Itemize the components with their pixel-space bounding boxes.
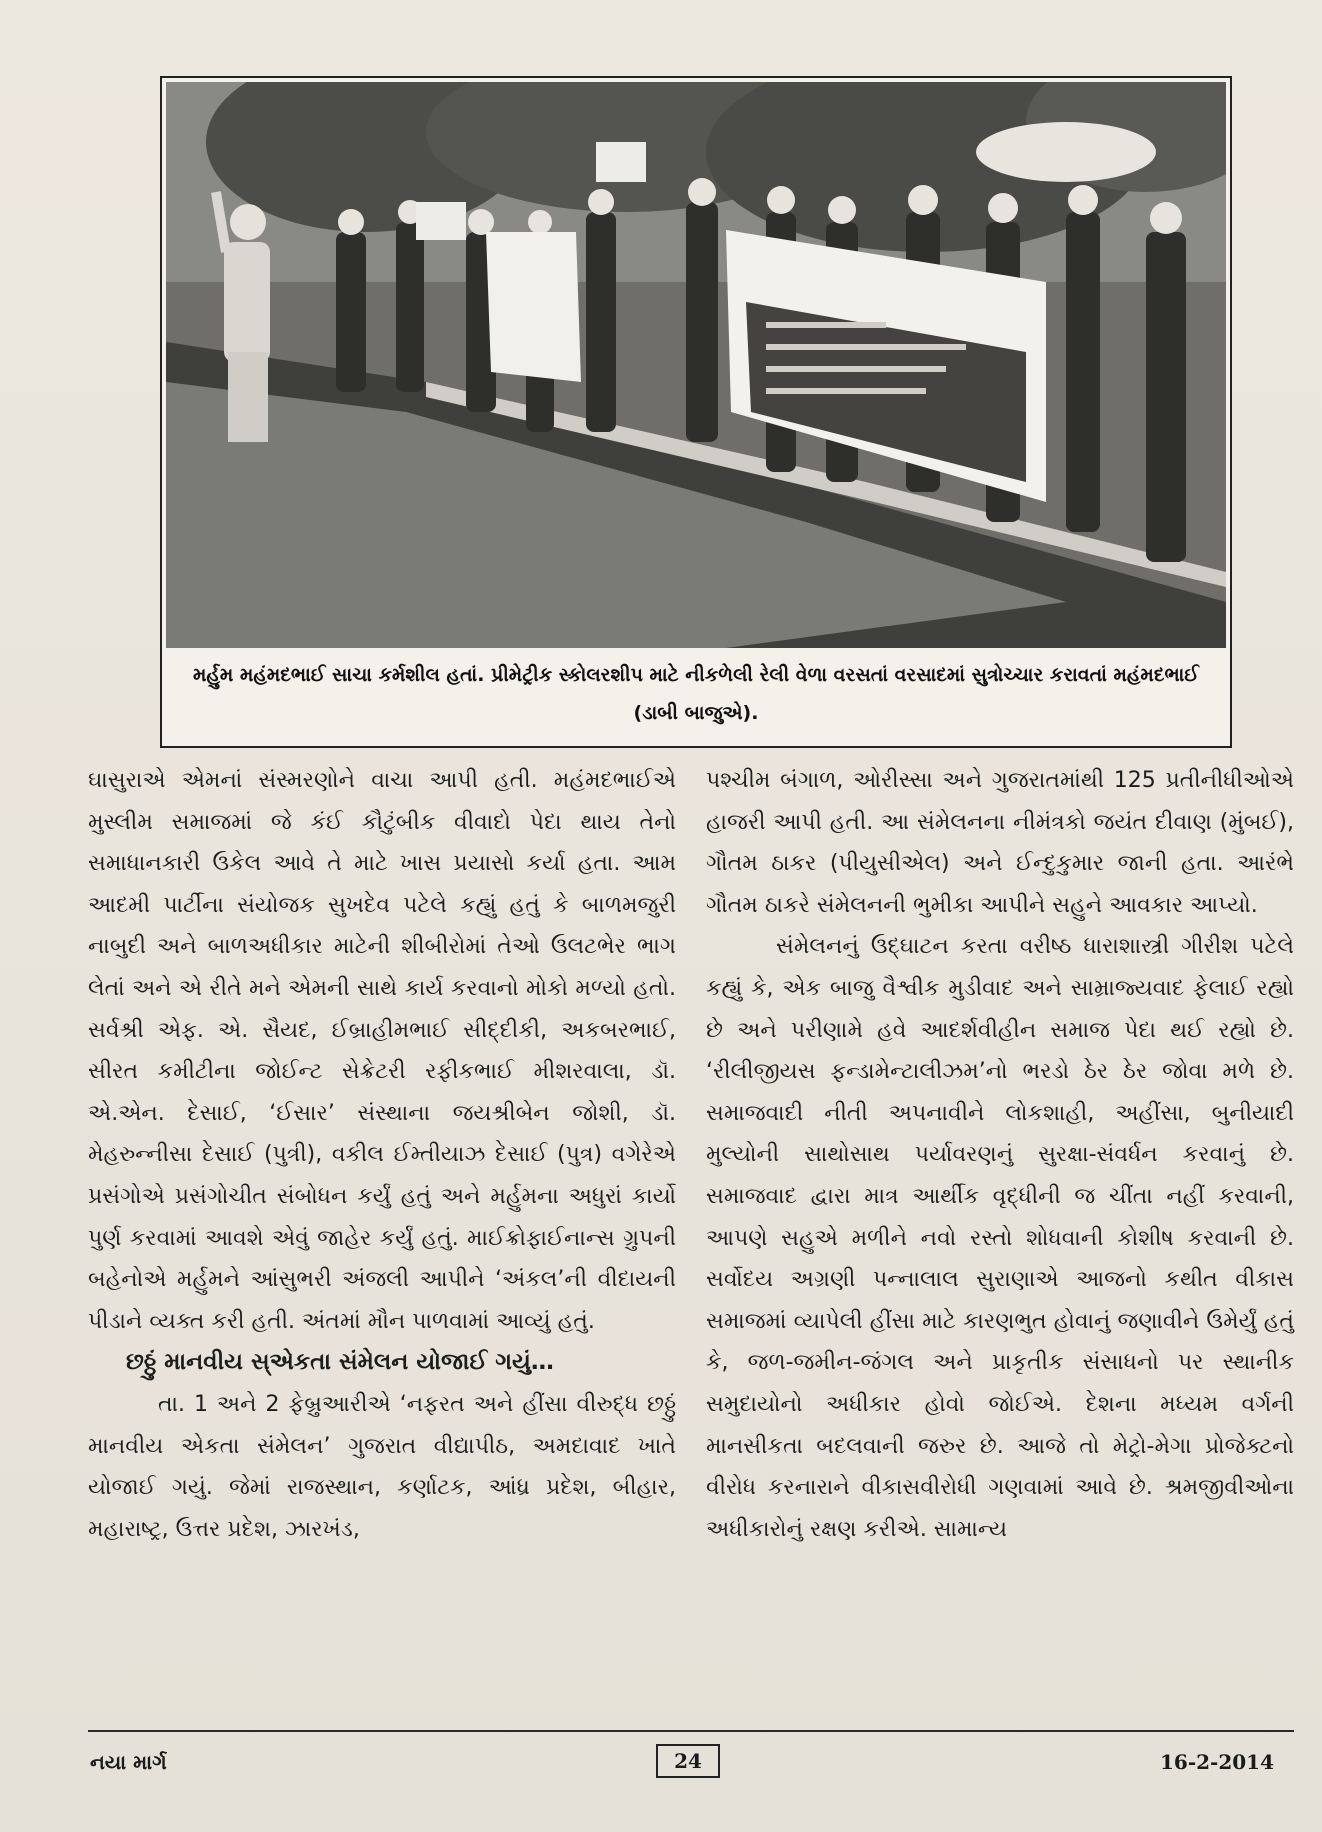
left-paragraph-1: ઘાસુરાએ એમનાં સંસ્મરણોને વાચા આપી હતી. મહંમદભાઈએ મુસ્લીમ સમાજમાં જે કંઈ કૌટુંબીક વીવાદો પેદા થાય તેનો સમાધાનકારી ઉકેલ આવે તે માટે ખાસ પ્રયાસો કર્યા હતા. આમ આદમી પાર્ટીના સંયોજક સુખદેવ પટેલે કહ્યું હતું કે બાળમજુરી નાબુદી અને બાળઅધીકાર માટેની શીબીરોમાં તેઓ ઉલટભેર ભાગ લેતાં અને એ રીતે મને એમની સાથે કાર્ય કરવાનો મોકો મળ્યો હતો. સર્વશ્રી એફ. એ. સૈયદ, ઈબ્રાહીમભાઈ સીદ્દીકી, અકબરભાઈ, સીરત કમીટીના જોઈન્ટ સેક્રેટરી રફીકભાઈ મીશરવાલા, ડૉ. એ.એન. દેસાઈ, ‘ઈસાર’ સંસ્થાના જયશ્રીબેન જોશી, ડૉ. મેહરુન્નીસા દેસાઈ (પુત્રી), વકીલ ઈમ્તીયાઝ દેસાઈ (પુત્ર) વગેરેએ પ્રસંગોએ પ્રસંગોચીત સંબોધન કર્યું હતું અને મર્હુમના અધુરાં કાર્યો પુર્ણ કરવામાં આવશે એવું જાહેર કર્યું હતું. માઈક્રોફાઈનાન્સ ગ્રુપની બહેનોએ મર્હુમને આંસુભરી અંજલી આપીને ‘અંકલ’ની વીદાયની પીડાને વ્યક્ત કરી હતી. અંતમાં મૌન પાળવામાં આવ્યું હતું. — [88, 768, 676, 1334]
rally-photo — [166, 82, 1226, 648]
footer-divider — [88, 1730, 1294, 1732]
left-column — [88, 760, 676, 1550]
page-number: 24 — [656, 1744, 720, 1778]
issue-date: 16-2-2014 — [1160, 1750, 1275, 1774]
right-column — [706, 760, 1294, 1550]
right-paragraph-1: પશ્ચીમ બંગાળ, ઓરીસ્સા અને ગુજરાતમાંથી 125 પ્રતીનીધીઓએ હાજરી આપી હતી. આ સંમેલનના નીમંત્રકો જયંત દીવાણ (મુંબઈ), ગૌતમ ઠાકર (પીયુસીએલ) અને ઈન્દુકુમાર જાની હતા. આરંભે ગૌતમ ઠાકરે સંમેલનની ભુમીકા આપીને સહુને આવકાર આપ્યો. — [706, 768, 1294, 918]
publication-name: નયા માર્ગ — [90, 1750, 167, 1774]
right-paragraph-2: સંમેલનનું ઉદ્‌ઘાટન કરતા વરીષ્ઠ ધારાશાસ્ત્રી ગીરીશ પટેલે કહ્યું કે, એક બાજુ વૈશ્વીક મુડીવાદ અને સામ્રાજ્યવાદ ફેલાઈ રહ્યો છે અને પરીણામે હવે આદર્શવીહીન સમાજ પેદા થઈ રહ્યો છે. ‘રીલીજીયસ ફન્ડામેન્ટાલીઝમ’નો ભરડો ઠેર ઠેર જોવા મળે છે. સમાજવાદી નીતી અપનાવીને લોકશાહી, અહીંસા, બુનીયાદી મુલ્યોની સાથોસાથ પર્યાવરણનું સુરક્ષા-સંવર્ધન કરવાનું છે. સમાજવાદ દ્વારા માત્ર આર્થીક વૃદ્ધીની જ ચીંતા નહીં કરવાની, આપણે સહુએ મળીને નવો રસ્તો શોધવાની કોશીષ કરવાની છે. સર્વોદય અગ્રણી પન્નાલાલ સુરાણાએ આજનો કથીત વીકાસ સમાજમાં વ્યાપેલી હીંસા માટે કારણભુત હોવાનું જણાવીને ઉમેર્યું હતું કે, જળ-જમીન-જંગલ અને પ્રાકૃતીક સંસાધનો પર સ્થાનીક સમુદાયોનો અધીકાર હોવો જોઈએ. દેશના મધ્યમ વર્ગની માનસીકતા બદલવાની જરુર છે. આજે તો મેટ્રો-મેગા પ્રોજેક્ટનો વીરોધ કરનારાને વીકાસવીરોધી ગણવામાં આવે છે. શ્રમજીવીઓના અધીકારોનું રક્ષણ કરીએ. સામાન્ય — [706, 934, 1294, 1542]
left-paragraph-2: તા. 1 અને 2 ફેબ્રુઆરીએ ‘નફરત અને હીંસા વીરુદ્ધ છઠ્ઠું માનવીય એકતા સંમેલન’ ગુજરાત વીદ્યાપીઠ, અમદાવાદ ખાતે યોજાઈ ગયું. જેમાં રાજસ્થાન, કર્ણાટક, આંધ્ર પ્રદેશ, બીહાર, મહારાષ્ટ્ર, ઉત્તર પ્રદેશ, ઝારખંડ, — [88, 1391, 676, 1542]
photo-frame — [160, 76, 1232, 748]
rally-photo-illustration — [166, 82, 1226, 648]
section-subheading: છઠ્ઠું માનવીય સ્એકતા સંમેલન યોજાઈ ગયું… — [126, 1349, 554, 1376]
photo-caption: મર્હુમ મહંમદભાઈ સાચા કર્મશીલ હતાં. પ્રીમેટ્રીક સ્કોલરશીપ માટે નીકળેલી રેલી વેળા વરસતાં વરસાદમાં સુત્રોચ્ચાર કરાવતાં મહંમદભાઈ (ડાબી બાજુએ). — [193, 664, 1199, 724]
